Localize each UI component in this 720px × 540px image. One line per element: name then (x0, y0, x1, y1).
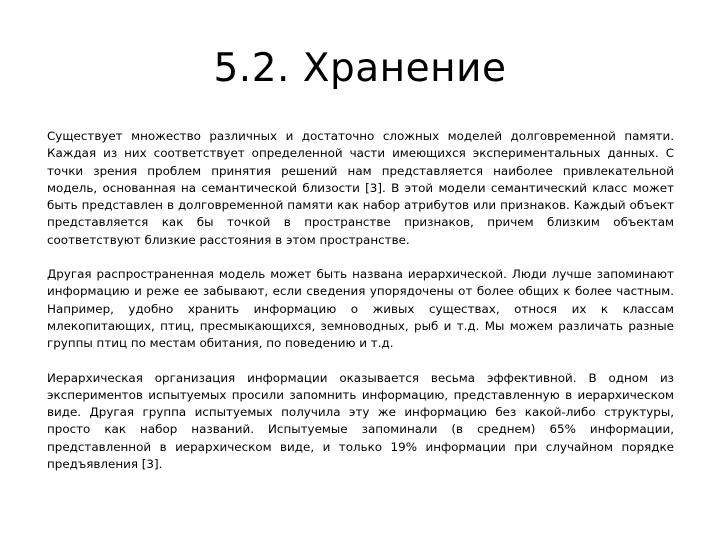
slide-body (47, 128, 674, 490)
paragraph-hierarchy-experiment: Иерархическая организация информации оказывается весьма эффективной. В одном из экспериментов испытуемых просили запомнить информацию, представленную в иерархическом виде. Другая группа испытуемых получила эту же информацию без какой-либо структуры, просто как набор названий. Испытуемые запоминали (в среднем) 65% информации, представленной в иерархическом виде, и только 19% информации при случайном порядке предъявления [3]. (47, 370, 674, 472)
paragraph-hierarchical-model: Другая распространенная модель может быть названа иерархической. Люди лучше запоминают информацию и реже ее забывают, если сведения упорядочены от более общих к более частным. Например, удобно хранить информацию о живых существах, относя их к классам млекопитающих, птиц, пресмыкающихся, земноводных, рыб и т.д. Мы можем различать разные группы птиц по местам обитания, по поведению и т.д. (47, 267, 674, 351)
slide-title: 5.2. Хранение (213, 46, 507, 91)
paragraph-semantic-model: Существует множество различных и достаточно сложных моделей долговременной памяти. Каждая из них соответствует определенной части имеющихся экспериментальных данных. С точки зрения проблем принятия решений нам представляется наиболее привлекательной модель, основанная на семантической близости [3]. В этой модели семантический класс может быть представлен в долговременной памяти как набор атрибутов или признаков. Каждый объект представляется как бы точкой в пространстве признаков, причем близким объектам соответствуют близкие расстояния в этом пространстве. (47, 129, 674, 247)
